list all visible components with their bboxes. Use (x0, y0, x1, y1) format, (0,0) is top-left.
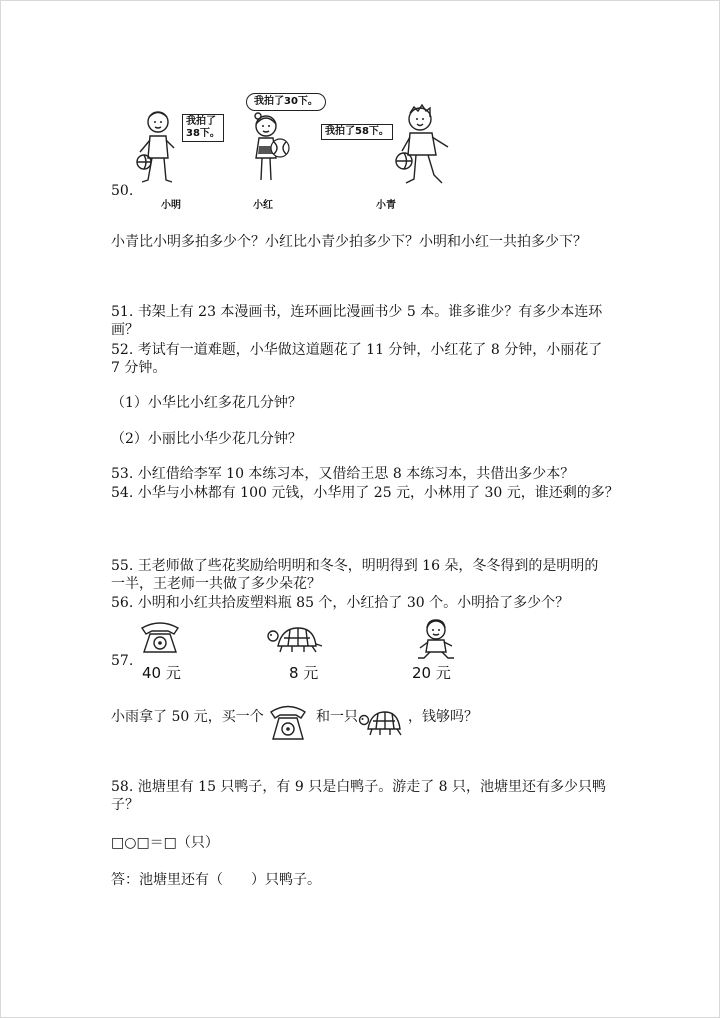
xiaohong-speech-bubble: 我拍了30下。 (246, 93, 326, 111)
telephone-inline-icon (268, 703, 308, 743)
question-55-line2: 一半，王老师一共做了多少朵花？ (111, 576, 321, 592)
xiaoming-speech-bubble: 我拍了 38下。 (182, 114, 224, 142)
telephone-icon (138, 620, 182, 656)
question-57-text-b: 和一只 (316, 709, 358, 725)
price-toy-doll: 20 元 (412, 664, 451, 682)
question-52-sub2: （2）小丽比小华少花几分钟？ (111, 431, 302, 447)
question-52-line1: 52. 考试有一道难题，小华做这道题花了 11 分钟，小红花了 8 分钟，小丽花了 (111, 342, 603, 358)
name-xiaoming: 小明 (161, 200, 181, 211)
xiaohong-illustration (244, 110, 304, 188)
question-52-line2: 7 分钟。 (111, 360, 167, 376)
price-telephone: 40 元 (142, 664, 181, 682)
question-52-sub1: （1）小华比小红多花几分钟？ (111, 395, 302, 411)
question-58-answer: 答：池塘里还有（ ）只鸭子。 (111, 872, 321, 888)
question-58-line1: 58. 池塘里有 15 只鸭子，有 9 只是白鸭子。游走了 8 只，池塘里还有多少只鸭 (111, 779, 607, 795)
question-57-text-c: ，钱够吗？ (408, 709, 478, 725)
price-turtle: 8 元 (289, 664, 319, 682)
name-xiaoqing: 小青 (376, 200, 396, 211)
question-58-line2: 子？ (111, 797, 139, 813)
question-56: 56. 小明和小红共拾废塑料瓶 85 个，小红拾了 30 个。小明拾了多少个？ (111, 595, 570, 611)
question-58-equation: □○□＝□（只） (111, 835, 219, 851)
turtle-inline-icon (358, 709, 406, 739)
toy-doll-icon (414, 618, 456, 660)
question-50-number: 50. (111, 183, 134, 199)
question-51-line1: 51. 书架上有 23 本漫画书，连环画比漫画书少 5 本。谁多谁少？有多少本连环 (111, 304, 603, 320)
question-54: 54. 小华与小林都有 100 元钱，小华用了 25 元，小林用了 30 元，谁还剩的多？ (111, 485, 619, 501)
xiaoqing-illustration (392, 103, 462, 191)
question-50-text: 小青比小明多拍多少个？小红比小青少拍多少下？小明和小红一共拍多少下？ (111, 234, 587, 250)
xiaoqing-speech-bubble: 我拍了58下。 (321, 124, 393, 140)
turtle-icon (266, 624, 324, 656)
question-57-number: 57. (111, 653, 134, 669)
name-xiaohong: 小红 (253, 200, 273, 211)
question-51-line2: 画？ (111, 322, 139, 338)
question-57-text-a: 小雨拿了 50 元，买一个 (111, 709, 264, 725)
question-53: 53. 小红借给李军 10 本练习本，又借给王思 8 本练习本，共借出多少本？ (111, 466, 575, 482)
question-55-line1: 55. 王老师做了些花奖励给明明和冬冬，明明得到 16 朵，冬冬得到的是明明的 (111, 558, 599, 574)
